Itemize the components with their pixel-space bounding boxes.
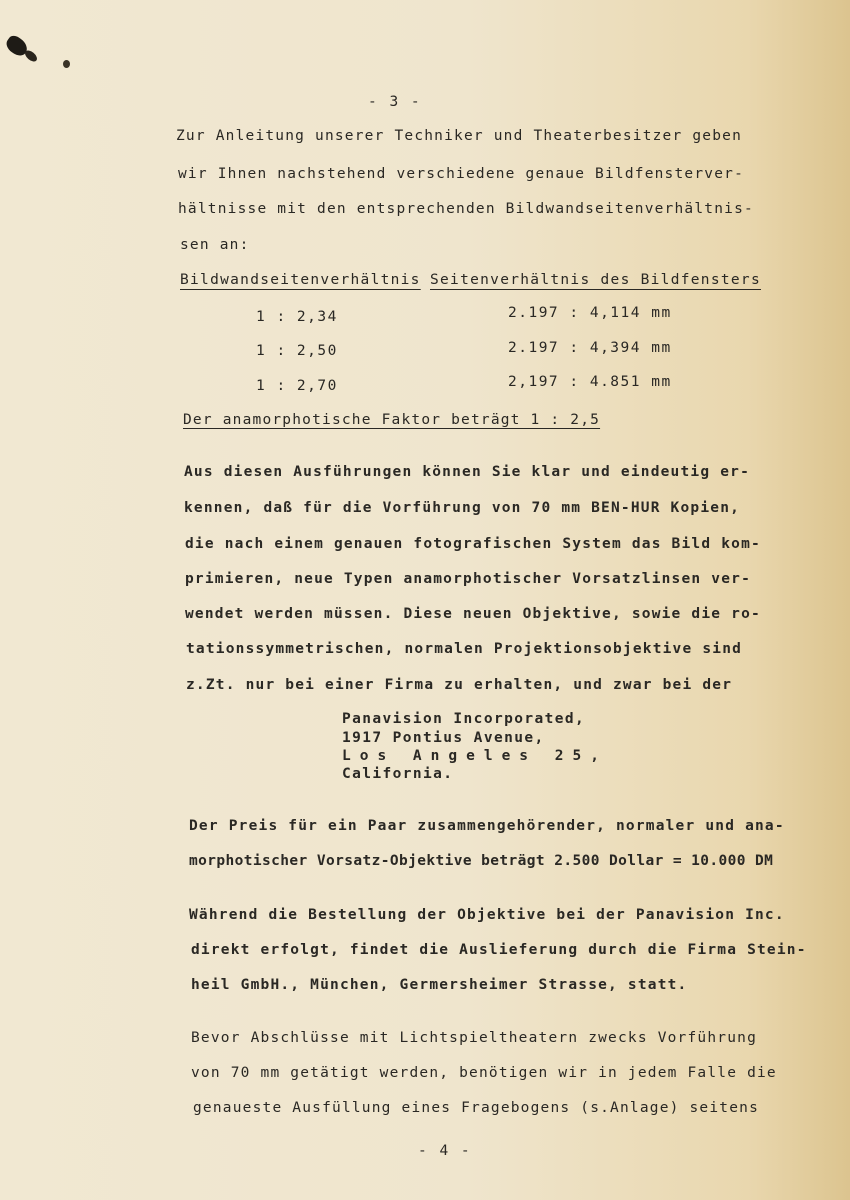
paragraph1-line-5: wendet werden müssen. Diese neuen Objektive, sowie die ro- [185, 606, 761, 622]
paragraph4-line-3: genaueste Ausfüllung eines Fragebogens (s.Anlage) seitens [193, 1100, 759, 1116]
paragraph3-line-3: heil GmbH., München, Germersheimer Strasse, statt. [191, 977, 688, 993]
paragraph2-line-1: Der Preis für ein Paar zusammengehörender, normaler und ana- [189, 818, 785, 834]
address-line-2: 1917 Pontius Avenue, [342, 730, 545, 746]
next-page-number: - 4 - [418, 1143, 472, 1159]
table-header-ratio: Bildwandseitenverhältnis [180, 272, 421, 288]
intro-line-1: Zur Anleitung unserer Techniker und Theaterbesitzer geben [176, 128, 742, 144]
paragraph4-line-1: Bevor Abschlüsse mit Lichtspieltheatern zwecks Vorführung [191, 1030, 757, 1046]
address-line-3: Los Angeles 25, [342, 748, 608, 764]
ink-stain-tail [23, 48, 39, 63]
paragraph1-line-6: tationssymmetrischen, normalen Projektionsobjektive sind [186, 641, 743, 657]
table-cell-ratio-3: 1 : 2,70 [256, 378, 338, 394]
paragraph1-line-3: die nach einem genauen fotografischen System das Bild kom- [185, 536, 761, 552]
paragraph3-line-1: Während die Bestellung der Objektive bei der Panavision Inc. [189, 907, 785, 923]
ink-dot [63, 60, 70, 68]
anamorphic-factor-line: Der anamorphotische Faktor beträgt 1 : 2,5 [183, 412, 601, 428]
paragraph1-line-2: kennen, daß für die Vorführung von 70 mm BEN-HUR Kopien, [184, 500, 741, 516]
table-header-window: Seitenverhältnis des Bildfensters [430, 272, 761, 288]
paragraph3-line-2: direkt erfolgt, findet die Auslieferung durch die Firma Stein- [191, 942, 807, 958]
table-cell-ratio-1: 1 : 2,34 [256, 309, 338, 325]
table-cell-window-2: 2.197 : 4,394 mm [508, 340, 672, 356]
intro-line-2: wir Ihnen nachstehend verschiedene genaue Bildfensterver- [178, 166, 744, 182]
table-cell-window-1: 2.197 : 4,114 mm [508, 305, 672, 321]
address-line-1: Panavision Incorporated, [342, 711, 586, 727]
paragraph1-line-1: Aus diesen Ausführungen können Sie klar und eindeutig er- [184, 464, 750, 480]
paragraph1-line-4: primieren, neue Typen anamorphotischer Vorsatzlinsen ver- [185, 571, 751, 587]
table-cell-window-3: 2,197 : 4.851 mm [508, 374, 672, 390]
intro-line-3: hältnisse mit den entsprechenden Bildwandseitenverhältnis- [178, 201, 754, 217]
table-cell-ratio-2: 1 : 2,50 [256, 343, 338, 359]
paragraph1-line-7: z.Zt. nur bei einer Firma zu erhalten, und zwar bei der [186, 677, 733, 693]
address-line-4: California. [342, 766, 454, 782]
intro-line-4: sen an: [180, 237, 250, 253]
paragraph2-line-2: morphotischer Vorsatz-Objektive beträgt 2.500 Dollar = 10.000 DM [189, 853, 774, 869]
paragraph4-line-2: von 70 mm getätigt werden, benötigen wir in jedem Falle die [191, 1065, 777, 1081]
page-number: - 3 - [368, 94, 422, 110]
